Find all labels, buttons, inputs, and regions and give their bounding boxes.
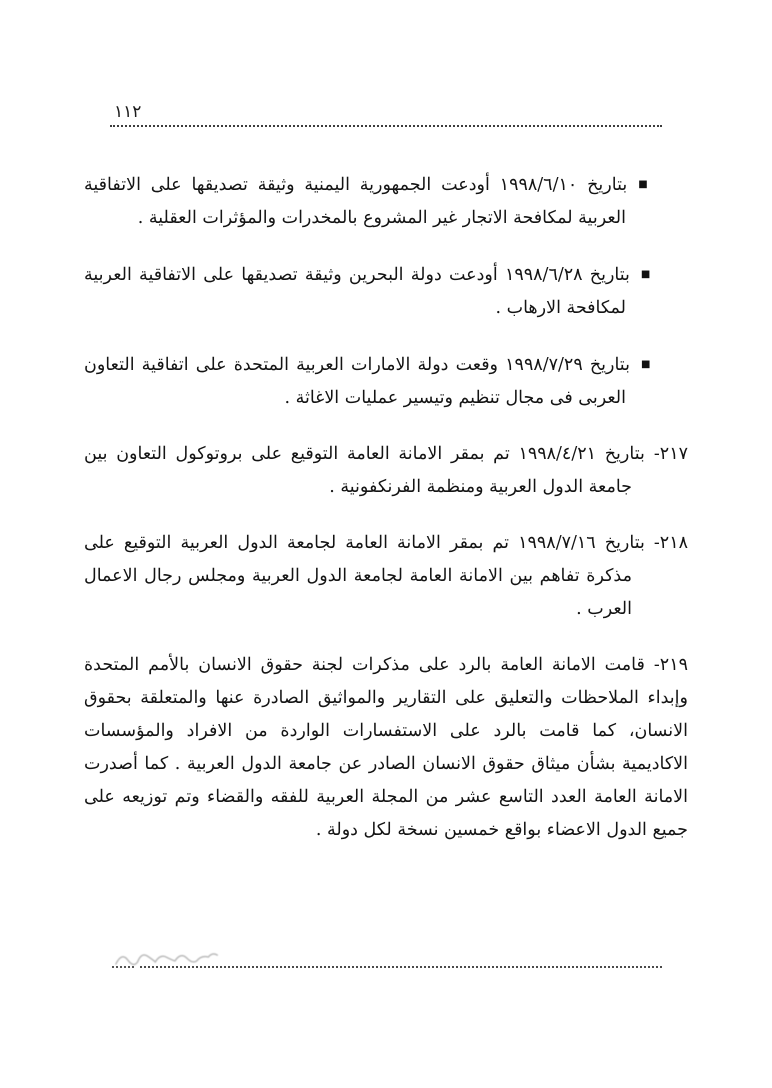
item-text: قامت الامانة العامة بالرد على مذكرات لجنة حقوق الانسان بالأمم المتحدة وإبداء الملاحظات والتعليق على التقارير والمواثيق الصادرة عنها والمتعلقة بحقوق الانسان، كما قامت بالرد على الاستفسارات الواردة من الافراد والمؤسسات الاكاديمية بشأن ميثاق حقوق الانسان الصادر عن جامعة الدول العربية . كما أصدرت الامانة العامة العدد التاسع عشر من المجلة العربية للفقه والقضاء وتم توزيعه على جميع الدول الاعضاء بواقع خمسين نسخة لكل دولة . [84,655,688,840]
item-text: بتاريخ ١٩٩٨/٤/٢١ تم بمقر الامانة العامة التوقيع على بروتوكول التعاون بين جامعة الدول العربية ومنظمة الفرنكفونية . [84,444,645,497]
page-number: ١١٢ [114,102,142,122]
item-number: ٢١٩- [653,655,688,675]
numbered-paragraph [84,438,688,504]
bullet-paragraph [84,348,652,415]
header-dotted-rule [110,125,662,127]
handwritten-signature-mark [112,946,230,972]
square-bullet-icon: ■ [638,179,652,190]
bullet-text: بتاريخ ١٩٩٨/٦/١٠ أودعت الجمهورية اليمنية وثيقة تصديقها على الاتفاقية العربية لمكافحة الاتجار غير المشروع بالمخدرات والمؤثرات العقلية . [84,175,628,228]
item-number: ٢١٧- [653,444,688,464]
bullet-text: بتاريخ ١٩٩٨/٦/٢٨ أودعت دولة البحرين وثيقة تصديقها على الاتفاقية العربية لمكافحة الارهاب . [84,265,630,318]
bullet-text: بتاريخ ١٩٩٨/٧/٢٩ وقعت دولة الامارات العربية المتحدة على اتفاقية التعاون العربى فى مجال تنظيم وتيسير عمليات الاغاثة . [84,355,630,408]
numbered-paragraph [84,527,688,626]
bullet-paragraph [84,258,652,325]
item-number: ٢١٨- [653,533,688,553]
page-body [84,168,688,870]
footer-dotted-rule [140,966,662,968]
item-text: بتاريخ ١٩٩٨/٧/١٦ تم بمقر الامانة العامة لجامعة الدول العربية التوقيع على مذكرة تفاهم بين الامانة العامة لجامعة الدول العربية ومجلس رجال الاعمال العرب . [84,533,645,619]
square-bullet-icon: ■ [640,269,653,280]
footer-dotted-rule-short [112,966,134,968]
bullet-paragraph [84,168,652,235]
numbered-paragraph [84,649,688,847]
square-bullet-icon: ■ [640,359,652,370]
page-header [110,102,664,127]
